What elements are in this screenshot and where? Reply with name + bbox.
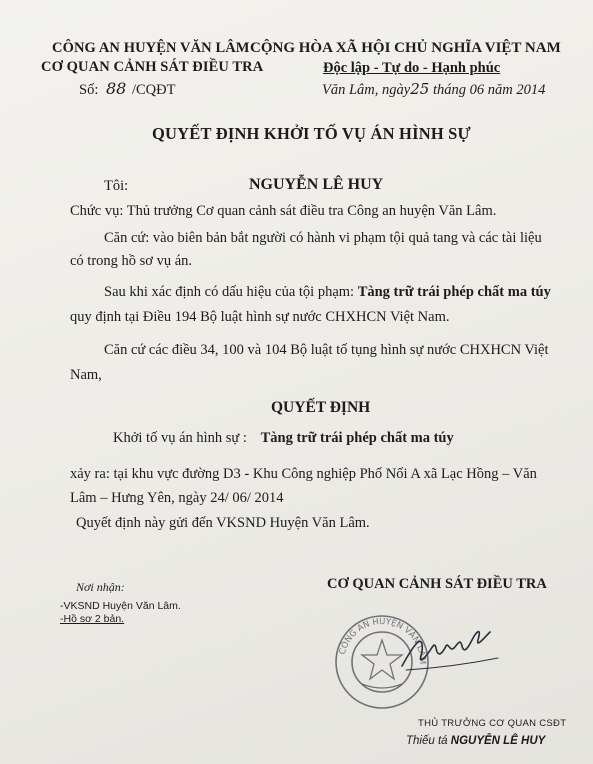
document-title: QUYẾT ĐỊNH KHỞI TỐ VỤ ÁN HÌNH SỰ (152, 124, 471, 143)
gui-den-line: Quyết định này gửi đến VKSND Huyện Văn Lâm. (76, 515, 370, 531)
date-prefix: Văn Lâm, ngày (322, 82, 411, 98)
xay-ra-line-1: xảy ra: tại khu vực đường D3 - Khu Công nghiệp Phố Nối A xã Lạc Hồng – Văn (70, 466, 537, 482)
document-number (79, 79, 175, 99)
signature-name-line (406, 735, 545, 747)
number-value: 88 (105, 79, 127, 98)
decision-heading: QUYẾT ĐỊNH (271, 399, 371, 416)
recipients-label: Nơi nhận: (76, 580, 125, 594)
official-name: NGUYỄN LÊ HUY (249, 176, 384, 193)
date-day: 25 (410, 80, 430, 98)
crime-name: Tàng trữ trái phép chất ma túy (357, 284, 551, 300)
number-prefix: Số: (79, 82, 99, 98)
can-cu-1-line-2: có trong hồ sơ vụ án. (70, 253, 193, 269)
sau-khi-line (104, 284, 551, 301)
stamp-text: CÔNG AN HUYỆN VĂN LÂM (337, 616, 428, 665)
toi-label: Tôi: (104, 178, 129, 194)
recipient-item-1: -VKSND Huyện Văn Lâm. (60, 600, 181, 612)
date-suffix: tháng 06 năm 2014 (432, 82, 546, 98)
handwritten-signature (398, 618, 518, 678)
signature-name: NGUYỄN LÊ HUY (450, 735, 546, 747)
national-title: CỘNG HÒA XÃ HỘI CHỦ NGHĨA VIỆT NAM (250, 40, 561, 56)
khoi-to-label: Khởi tố vụ án hình sự : (113, 430, 247, 446)
xay-ra-line-2: Lâm – Hưng Yên, ngày 24/ 06/ 2014 (70, 490, 284, 506)
can-cu-2-line-1: Căn cứ các điều 34, 100 và 104 Bộ luật tố tụng hình sự nước CHXHCN Việt (104, 342, 549, 358)
document-date (322, 80, 545, 99)
agency-line-1: CÔNG AN HUYỆN VĂN LÂM (52, 40, 250, 56)
agency-line-2: CƠ QUAN CẢNH SÁT ĐIỀU TRA (41, 59, 264, 75)
national-motto: Độc lập - Tự do - Hạnh phúc (323, 60, 501, 76)
signature-position: THỦ TRƯỞNG CƠ QUAN CSĐT (418, 718, 567, 729)
number-suffix: /CQĐT (131, 82, 176, 98)
signature-org: CƠ QUAN CẢNH SÁT ĐIỀU TRA (327, 576, 547, 592)
quy-dinh-line: quy định tại Điều 194 Bộ luật hình sự nước CHXHCN Việt Nam. (70, 309, 450, 325)
chuc-vu-line: Chức vụ: Thủ trưởng Cơ quan cảnh sát điều tra Công an huyện Văn Lâm. (70, 203, 497, 219)
can-cu-1-line-1: Căn cứ: vào biên bản bắt người có hành vi phạm tội quả tang và các tài liệu (104, 230, 542, 246)
can-cu-2-line-2: Nam, (70, 367, 102, 383)
sau-khi-prefix: Sau khi xác định có dấu hiệu của tội phạm: (104, 284, 355, 300)
khoi-to-line (113, 430, 454, 447)
signature-rank: Thiếu tá (406, 735, 448, 747)
khoi-to-value: Tàng trữ trái phép chất ma túy (260, 430, 454, 446)
recipient-item-2: -Hồ sơ 2 bản. (60, 613, 125, 625)
